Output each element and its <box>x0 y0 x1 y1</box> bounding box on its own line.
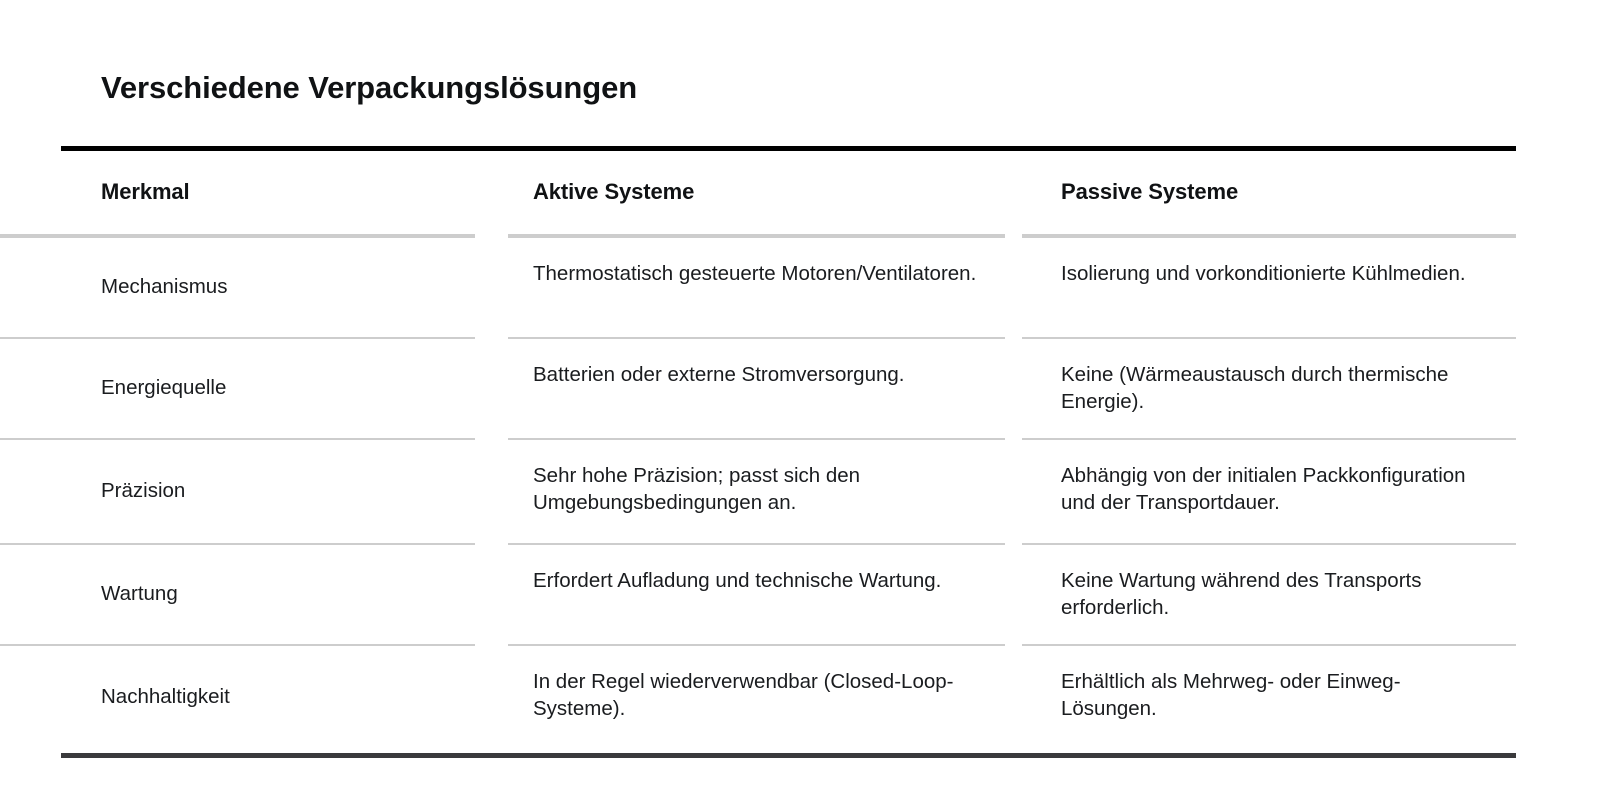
row-divider <box>508 337 1005 339</box>
table-header-row <box>0 151 1600 236</box>
column-header-merkmal <box>0 151 475 236</box>
row-divider <box>508 543 1005 545</box>
cell-value: Energiequelle <box>101 375 227 399</box>
cell-value: Mechanismus <box>101 274 228 298</box>
table-cell-passive <box>1022 438 1516 543</box>
cell-value: Präzision <box>101 478 186 502</box>
table-cell-active <box>508 438 1005 543</box>
cell-value: In der Regel wiederverwendbar (Closed-Loop-Systeme). <box>533 670 954 721</box>
column-header-label: Passive Systeme <box>1061 179 1239 204</box>
cell-value: Keine (Wärmeaustausch durch thermische Energie). <box>1061 363 1449 414</box>
row-divider <box>1022 543 1516 545</box>
cell-value: Thermostatisch gesteuerte Motoren/Ventilatoren. <box>533 262 977 285</box>
cell-value: Batterien oder externe Stromversorgung. <box>533 363 905 386</box>
table-bottom-rule <box>61 753 1516 758</box>
table-row <box>0 543 1600 644</box>
row-divider <box>508 644 1005 646</box>
table-cell-feature <box>0 644 475 749</box>
cell-value: Sehr hohe Präzision; passt sich den Umgebungsbedingungen an. <box>533 464 861 515</box>
row-divider <box>0 236 475 238</box>
table-cell-passive <box>1022 644 1516 749</box>
row-divider <box>508 438 1005 440</box>
table-cell-passive <box>1022 543 1516 644</box>
table-cell-active <box>508 644 1005 749</box>
cell-value: Erhältlich als Mehrweg- oder Einweg-Lösungen. <box>1061 670 1401 721</box>
row-divider <box>1022 337 1516 339</box>
cell-value: Isolierung und vorkonditionierte Kühlmedien. <box>1061 262 1466 285</box>
cell-value: Wartung <box>101 581 178 605</box>
row-divider <box>1022 438 1516 440</box>
table-cell-passive <box>1022 337 1516 438</box>
cell-value: Nachhaltigkeit <box>101 684 230 708</box>
table-cell-active <box>508 337 1005 438</box>
row-divider <box>0 337 475 339</box>
table-cell-feature <box>0 337 475 438</box>
table-row <box>0 438 1600 543</box>
column-header-aktive-systeme <box>508 151 1005 236</box>
table-row <box>0 236 1600 337</box>
table-cell-active <box>508 543 1005 644</box>
row-divider <box>0 438 475 440</box>
column-header-label: Merkmal <box>101 179 190 204</box>
table-row <box>0 644 1600 749</box>
table-cell-feature <box>0 543 475 644</box>
row-divider <box>508 236 1005 238</box>
column-header-passive-systeme <box>1022 151 1516 236</box>
column-header-label: Aktive Systeme <box>533 179 695 204</box>
row-divider <box>1022 644 1516 646</box>
row-divider <box>1022 236 1516 238</box>
table-row <box>0 337 1600 438</box>
cell-value: Abhängig von der initialen Packkonfiguration und der Transportdauer. <box>1061 464 1466 515</box>
row-divider <box>0 543 475 545</box>
cell-value: Erfordert Aufladung und technische Wartung. <box>533 569 942 592</box>
table-cell-passive <box>1022 236 1516 337</box>
cell-value: Keine Wartung während des Transports erforderlich. <box>1061 569 1422 620</box>
table-cell-active <box>508 236 1005 337</box>
page-title: Verschiedene Verpackungslösungen <box>101 70 638 105</box>
comparison-table <box>0 151 1600 749</box>
table-cell-feature <box>0 438 475 543</box>
table-cell-feature <box>0 236 475 337</box>
row-divider <box>0 644 475 646</box>
